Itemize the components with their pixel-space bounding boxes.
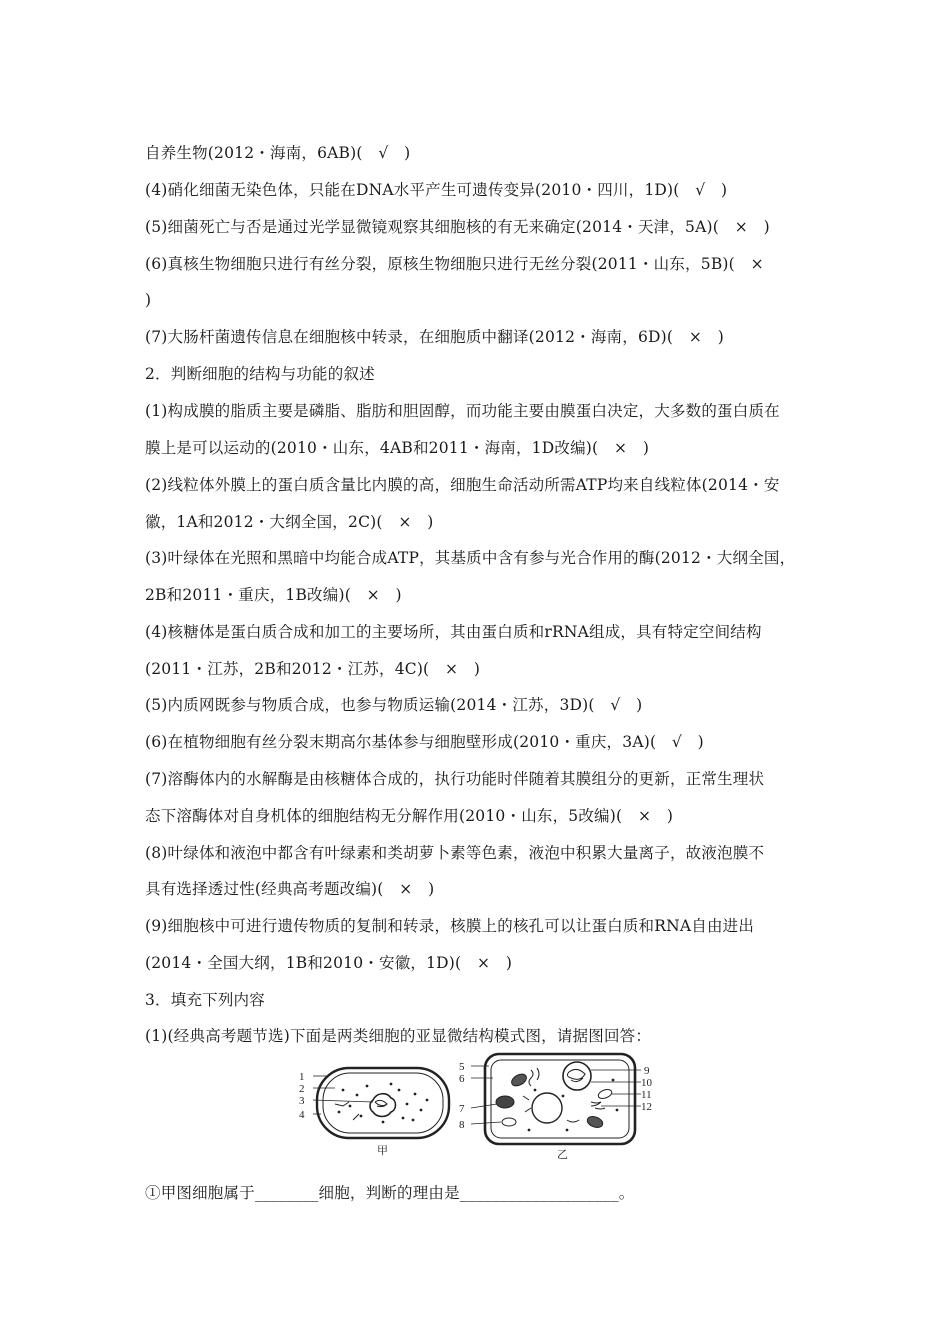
text-line: 徽，1A和2012・大纲全国，2C)( × ) bbox=[145, 513, 434, 531]
cell-diagram bbox=[295, 1050, 675, 1165]
caption-jia: 甲 bbox=[377, 1144, 388, 1157]
label-12: 12 bbox=[641, 1101, 652, 1113]
label-8: 8 bbox=[459, 1119, 465, 1131]
label-1: 1 bbox=[299, 1071, 305, 1083]
label-7: 7 bbox=[459, 1103, 465, 1115]
text-line: 态下溶酶体对自身机体的细胞结构无分解作用(2010・山东，5改编)( × ) bbox=[145, 807, 674, 825]
caption-yi: 乙 bbox=[557, 1148, 568, 1161]
text-line: (7)大肠杆菌遗传信息在细胞核中转录，在细胞质中翻译(2012・海南，6D)( × ) bbox=[145, 328, 724, 346]
text-line: ) bbox=[145, 291, 152, 309]
question-line: ①甲图细胞属于________细胞，判断的理由是____________________。 bbox=[145, 1184, 635, 1202]
cell-structure-figure bbox=[295, 1050, 675, 1165]
text-line: (4)核糖体是蛋白质合成和加工的主要场所，其由蛋白质和rRNA组成，具有特定空间结构 bbox=[145, 623, 762, 641]
label-5: 5 bbox=[459, 1061, 465, 1073]
text-line: (6)真核生物细胞只进行有丝分裂，原核生物细胞只进行无丝分裂(2011・山东，5B)( × bbox=[145, 255, 764, 273]
section-heading: 2．判断细胞的结构与功能的叙述 bbox=[145, 365, 375, 383]
section-heading: 3．填充下列内容 bbox=[145, 991, 265, 1009]
text-line: (1)(经典高考题节选)下面是两类细胞的亚显微结构模式图，请据图回答： bbox=[145, 1027, 652, 1045]
text-line: (2)线粒体外膜上的蛋白质含量比内膜的高，细胞生命活动所需ATP均来自线粒体(2014・安 bbox=[145, 476, 780, 494]
text-line: 2B和2011・重庆，1B改编)( × ) bbox=[145, 586, 402, 604]
label-11: 11 bbox=[641, 1089, 652, 1101]
text-line: (2011・江苏，2B和2012・江苏，4C)( × ) bbox=[145, 660, 481, 678]
prokaryotic-cell-drawing bbox=[299, 1068, 449, 1157]
text-line: (5)内质网既参与物质合成，也参与物质运输(2014・江苏，3D)( √ ) bbox=[145, 696, 643, 714]
text-line: (9)细胞核中可进行遗传物质的复制和转录，核膜上的核孔可以让蛋白质和RNA自由进出 bbox=[145, 917, 755, 935]
eukaryotic-cell-drawing bbox=[459, 1054, 653, 1161]
text-line: (1)构成膜的脂质主要是磷脂、脂肪和胆固醇，而功能主要由膜蛋白决定，大多数的蛋白质在 bbox=[145, 402, 780, 420]
label-10: 10 bbox=[641, 1077, 652, 1089]
text-line: (5)细菌死亡与否是通过光学显微镜观察其细胞核的有无来确定(2014・天津，5A)( × ) bbox=[145, 218, 770, 236]
label-3: 3 bbox=[299, 1095, 305, 1107]
label-6: 6 bbox=[459, 1073, 465, 1085]
text-line: (6)在植物细胞有丝分裂末期高尔基体参与细胞壁形成(2010・重庆，3A)( √ ) bbox=[145, 733, 704, 751]
text-line: (3)叶绿体在光照和黑暗中均能合成ATP，其基质中含有参与光合作用的酶(2012・大纲全国， bbox=[145, 549, 796, 567]
text-line: 膜上是可以运动的(2010・山东，4AB和2011・海南，1D改编)( × ) bbox=[145, 439, 650, 457]
text-line: (2014・全国大纲，1B和2010・安徽，1D)( × ) bbox=[145, 954, 513, 972]
label-9: 9 bbox=[644, 1065, 650, 1077]
text-line: 自养生物(2012・海南，6AB)( √ ) bbox=[145, 144, 411, 162]
label-2: 2 bbox=[299, 1083, 305, 1095]
label-4: 4 bbox=[299, 1109, 305, 1121]
text-line: (8)叶绿体和液泡中都含有叶绿素和类胡萝卜素等色素，液泡中积累大量离子，故液泡膜不 bbox=[145, 844, 765, 862]
text-line: (4)硝化细菌无染色体，只能在DNA水平产生可遗传变异(2010・四川，1D)( √ ) bbox=[145, 181, 728, 199]
text-line: (7)溶酶体内的水解酶是由核糖体合成的，执行功能时伴随着其膜组分的更新，正常生理状 bbox=[145, 770, 765, 788]
text-line: 具有选择透过性(经典高考题改编)( × ) bbox=[145, 880, 435, 898]
